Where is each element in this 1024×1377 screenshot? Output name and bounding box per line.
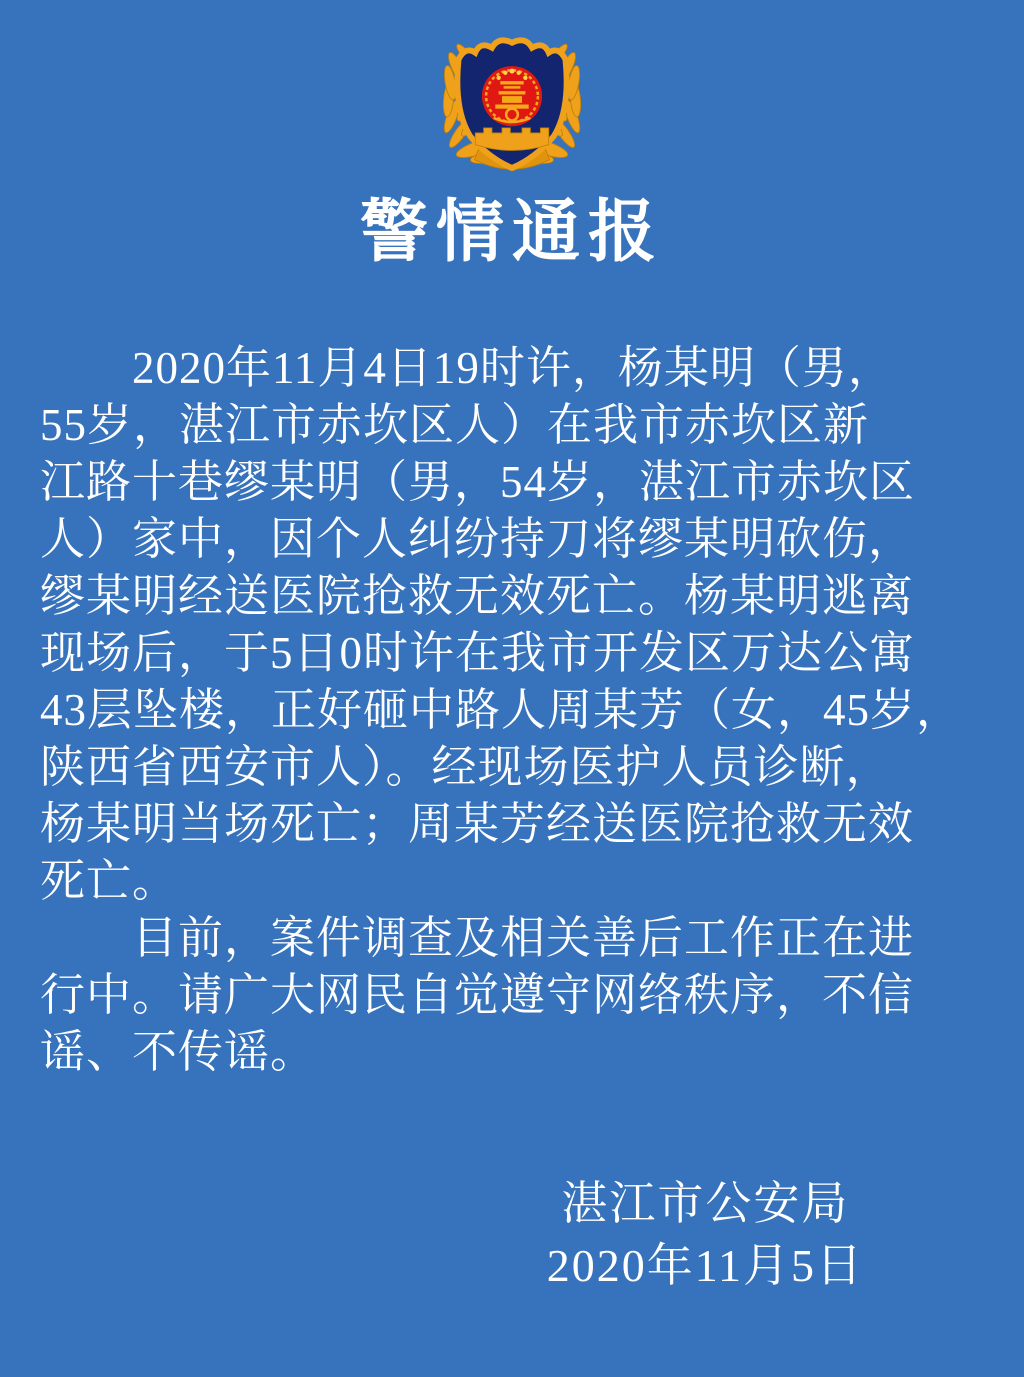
body-text-line: 人）家中，因个人纠纷持刀将缪某明砍伤， — [40, 514, 915, 564]
police-emblem-icon — [427, 26, 597, 178]
paragraph-incident — [40, 340, 994, 910]
paragraph-appeal — [40, 910, 994, 1081]
body-text-line: 死亡。 — [40, 856, 179, 906]
body-text-line: 43层坠楼，正好砸中路人周某芳（女，45岁， — [40, 685, 963, 735]
body-text-line: 谣、不传谣。 — [40, 1027, 317, 1077]
body-text-line: 江路十巷缪某明（男，54岁，湛江市赤坎区 — [40, 457, 916, 507]
body-text-line: 杨某明当场死亡；周某芳经送医院抢救无效 — [40, 799, 915, 849]
body-text-line: 2020年11月4日19时许，杨某明（男， — [40, 343, 894, 393]
signature-agency: 湛江市公安局 — [561, 1178, 850, 1229]
body-text-line: 现场后，于5日0时许在我市开发区万达公寓 — [40, 628, 916, 678]
body-text-line: 陕西省西安市人）。经现场医护人员诊断， — [40, 742, 892, 792]
notice-title: 警情通报 — [359, 194, 664, 270]
body-text-line: 55岁，湛江市赤坎区人）在我市赤坎区新 — [40, 400, 870, 450]
notice-body — [40, 340, 994, 1081]
signature-block — [547, 1173, 864, 1297]
body-text-line: 缪某明经送医院抢救无效死亡。杨某明逃离 — [40, 571, 915, 621]
signature-date: 2020年11月5日 — [546, 1240, 864, 1291]
body-text-line: 目前，案件调查及相关善后工作正在进 — [40, 913, 915, 963]
body-text-line: 行中。请广大网民自觉遵守网络秩序，不信 — [40, 970, 915, 1020]
police-badge-graphic — [427, 26, 597, 178]
